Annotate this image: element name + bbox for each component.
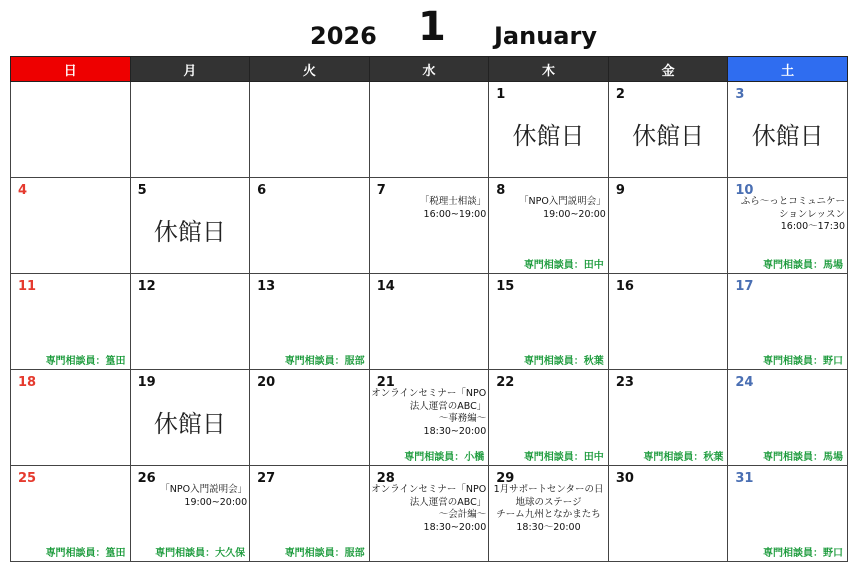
day-number: 26 xyxy=(137,471,156,486)
day-cell xyxy=(489,178,609,274)
calendar-title xyxy=(0,0,859,56)
weekday-saturday: 土 xyxy=(728,57,848,82)
day-cell xyxy=(130,466,250,562)
day-number: 20 xyxy=(257,375,276,390)
day-number: 9 xyxy=(615,183,625,198)
day-number: 21 xyxy=(376,375,395,390)
day-cell xyxy=(728,82,848,178)
consultant-label: 専門相談員：篁田 xyxy=(45,356,126,367)
weekday-wednesday: 水 xyxy=(369,57,489,82)
day-number: 10 xyxy=(735,183,754,198)
day-number: 2 xyxy=(615,87,625,102)
weekday-thursday: 木 xyxy=(489,57,609,82)
day-number: 16 xyxy=(615,279,634,294)
day-number: 11 xyxy=(18,279,37,294)
day-cell xyxy=(369,274,489,370)
day-number: 19 xyxy=(137,375,156,390)
day-number: 7 xyxy=(376,183,386,198)
closed-label: 休館日 xyxy=(153,410,226,438)
day-cell xyxy=(130,370,250,466)
calendar-grid xyxy=(10,56,848,562)
day-number: 4 xyxy=(18,183,28,198)
day-number: 8 xyxy=(496,183,506,198)
day-cell xyxy=(608,370,728,466)
day-cell xyxy=(130,274,250,370)
closed-label: 休館日 xyxy=(512,122,585,150)
day-cell xyxy=(608,274,728,370)
day-cell xyxy=(11,466,131,562)
day-number: 23 xyxy=(615,375,634,390)
week-row xyxy=(11,370,848,466)
day-cell xyxy=(728,178,848,274)
day-cell xyxy=(250,370,370,466)
consultant-label: 専門相談員：服部 xyxy=(284,356,365,367)
month-number: 1 xyxy=(418,4,446,50)
day-number: 1 xyxy=(496,87,506,102)
day-cell xyxy=(11,274,131,370)
event-text: 「NPO入門説明会」 19:00~20:00 xyxy=(160,484,248,508)
weekday-tuesday: 火 xyxy=(250,57,370,82)
day-number: 14 xyxy=(376,279,395,294)
event-text: 「NPO入門説明会」 19:00~20:00 xyxy=(518,196,606,220)
weekday-sunday: 日 xyxy=(11,57,131,82)
consultant-label: 専門相談員：篁田 xyxy=(45,548,126,559)
day-cell xyxy=(608,466,728,562)
event-text: オンラインセミナー「NPO 法人運営のABC」 ～会計編～ 18:30~20:00 xyxy=(371,484,487,533)
weekday-header-row xyxy=(11,57,848,82)
closed-label: 休館日 xyxy=(153,218,226,246)
day-number: 27 xyxy=(257,471,276,486)
day-cell xyxy=(130,178,250,274)
consultant-label: 専門相談員：野口 xyxy=(763,548,843,559)
day-cell xyxy=(728,370,848,466)
day-cell xyxy=(11,178,131,274)
month-name: January xyxy=(494,22,597,50)
day-cell xyxy=(250,178,370,274)
day-number: 17 xyxy=(735,279,754,294)
consultant-label: 専門相談員：大久保 xyxy=(155,548,246,559)
day-cell xyxy=(11,82,131,178)
day-cell xyxy=(489,82,609,178)
day-cell xyxy=(489,466,609,562)
event-text: オンラインセミナー「NPO 法人運営のABC」 ～事務編～ 18:30~20:00 xyxy=(371,388,487,437)
consultant-label: 専門相談員：馬場 xyxy=(763,260,843,271)
event-text: 「税理士相談」 16:00~19:00 xyxy=(419,196,487,220)
week-row xyxy=(11,274,848,370)
consultant-label: 専門相談員：田中 xyxy=(523,260,604,271)
day-number: 25 xyxy=(18,471,37,486)
day-cell xyxy=(250,274,370,370)
day-cell xyxy=(250,82,370,178)
closed-label: 休館日 xyxy=(632,122,705,150)
day-number: 5 xyxy=(137,183,147,198)
week-row xyxy=(11,466,848,562)
year-label: 2026 xyxy=(310,22,377,50)
day-cell xyxy=(608,178,728,274)
day-number: 29 xyxy=(496,471,515,486)
consultant-label: 専門相談員：小橋 xyxy=(404,452,485,463)
day-cell xyxy=(11,370,131,466)
day-cell xyxy=(369,466,489,562)
day-number: 22 xyxy=(496,375,515,390)
day-number: 24 xyxy=(735,375,754,390)
day-cell xyxy=(130,82,250,178)
day-cell xyxy=(728,274,848,370)
day-number: 12 xyxy=(137,279,156,294)
day-number: 30 xyxy=(615,471,634,486)
consultant-label: 専門相談員：田中 xyxy=(523,452,604,463)
day-cell xyxy=(489,370,609,466)
consultant-label: 専門相談員：服部 xyxy=(284,548,365,559)
day-cell xyxy=(489,274,609,370)
weekday-monday: 月 xyxy=(130,57,250,82)
day-number: 6 xyxy=(257,183,267,198)
day-cell xyxy=(250,466,370,562)
day-number: 15 xyxy=(496,279,515,294)
day-cell xyxy=(369,82,489,178)
day-number: 18 xyxy=(18,375,37,390)
day-cell xyxy=(369,178,489,274)
day-number: 3 xyxy=(735,87,745,102)
consultant-label: 専門相談員：馬場 xyxy=(763,452,843,463)
week-row xyxy=(11,82,848,178)
day-number: 31 xyxy=(735,471,754,486)
day-cell xyxy=(728,466,848,562)
day-number: 28 xyxy=(376,471,395,486)
week-row xyxy=(11,178,848,274)
weekday-friday: 金 xyxy=(608,57,728,82)
consultant-label: 専門相談員：野口 xyxy=(763,356,843,367)
event-text: 1月サポートセンターの日 地球のステージ チーム九州となかまたち 18:30～20:00 xyxy=(493,484,604,533)
day-number: 13 xyxy=(257,279,276,294)
day-cell xyxy=(369,370,489,466)
event-text: ふら～っとコミュニケー ションレッスン 16:00～17:30 xyxy=(740,196,845,232)
consultant-label: 専門相談員：秋葉 xyxy=(643,452,724,463)
closed-label: 休館日 xyxy=(751,122,824,150)
consultant-label: 専門相談員：秋葉 xyxy=(523,356,604,367)
day-cell xyxy=(608,82,728,178)
